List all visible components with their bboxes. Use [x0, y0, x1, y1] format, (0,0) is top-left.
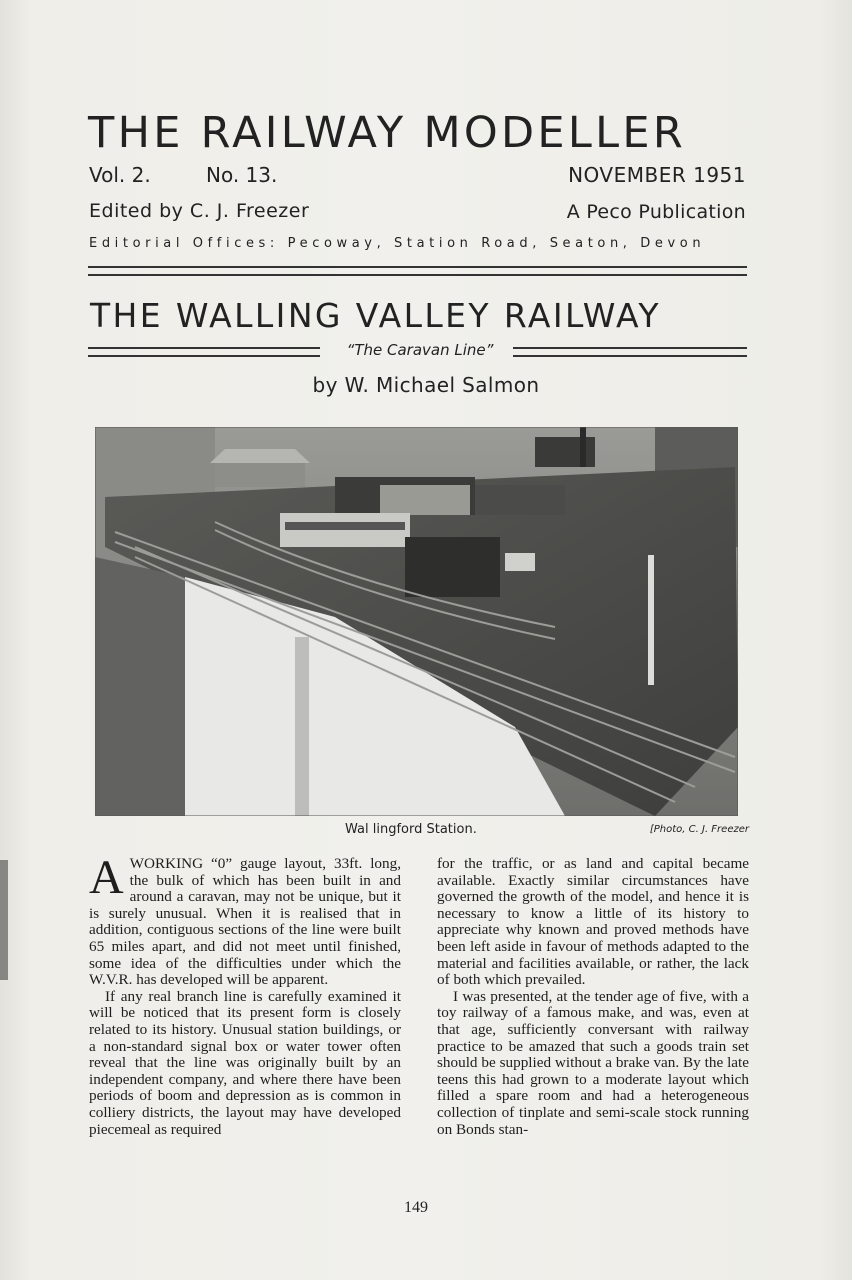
- photo-credit: [Photo, C. J. Freezer: [649, 824, 749, 835]
- editor-credit: Edited by C. J. Freezer: [89, 200, 310, 222]
- drop-cap: A: [89, 851, 124, 904]
- publisher-credit: A Peco Publication: [566, 201, 746, 223]
- article-title: THE WALLING VALLEY RAILWAY: [90, 296, 661, 335]
- editorial-offices: Editorial Offices: Pecoway, Station Road, Seaton, Devon: [89, 236, 706, 251]
- volume-label: Vol. 2.: [89, 163, 151, 187]
- page-binding-edge: [0, 860, 8, 980]
- subtitle-rule-left: [88, 347, 320, 357]
- paragraph-text: WORKING “0” gauge layout, 33ft. long, the bulk of which has been built in and around a caravan, may not be unique, but it is surely unusual. When it is realised that in addition, contiguous sections of the line were built 65 miles apart, and did not meet until finished, some idea of the difficulties under which the W.V.R. has developed will be apparent.: [89, 855, 401, 989]
- paragraph: for the traffic, or as land and capital became available. Exactly similar circumstances have governed the growth of the model, and hence it is necessary to know a little of its history to appreciate why known and proved methods have been left aside in favour of methods adapted to the material and facilities available, or rather, the lack of both which prevailed.: [437, 855, 749, 989]
- magazine-title: THE RAILWAY MODELLER: [88, 108, 687, 158]
- masthead-divider: [88, 266, 747, 276]
- page-number: 149: [404, 1199, 428, 1216]
- station-photo-illustration: [95, 427, 738, 816]
- issue-date: NOVEMBER 1951: [568, 163, 746, 187]
- article-subtitle: “The Caravan Line”: [346, 341, 494, 359]
- subtitle-rule-right: [513, 347, 747, 357]
- paragraph: If any real branch line is carefully examined it will be noticed that its present form is closely related to its history. Unusual station buildings, or a non-standard signal box or water tower often reveal that the line was originally built by an independent company, and where there have been periods of boom and depression as is common in colliery districts, the layout may have developed piecemeal as required: [89, 987, 401, 1138]
- text-column-1: [89, 851, 401, 1138]
- station-photo: [95, 427, 738, 816]
- article-byline: by W. Michael Salmon: [312, 373, 540, 397]
- paragraph: [89, 851, 401, 989]
- text-column-2: [437, 856, 749, 1138]
- issue-number: No. 13.: [206, 163, 278, 187]
- photo-caption: Wal lingford Station.: [345, 822, 477, 837]
- paragraph: I was presented, at the tender age of five, with a toy railway of a famous make, and was, even at that age, sufficiently conversant with railway practice to be amazed that such a goods train set should be supplied without a brake van. By the late teens this had grown to a moderate layout which filled a spare room and had a heterogeneous collection of tinplate and semi-scale stock running on Bonds stan-: [437, 987, 749, 1138]
